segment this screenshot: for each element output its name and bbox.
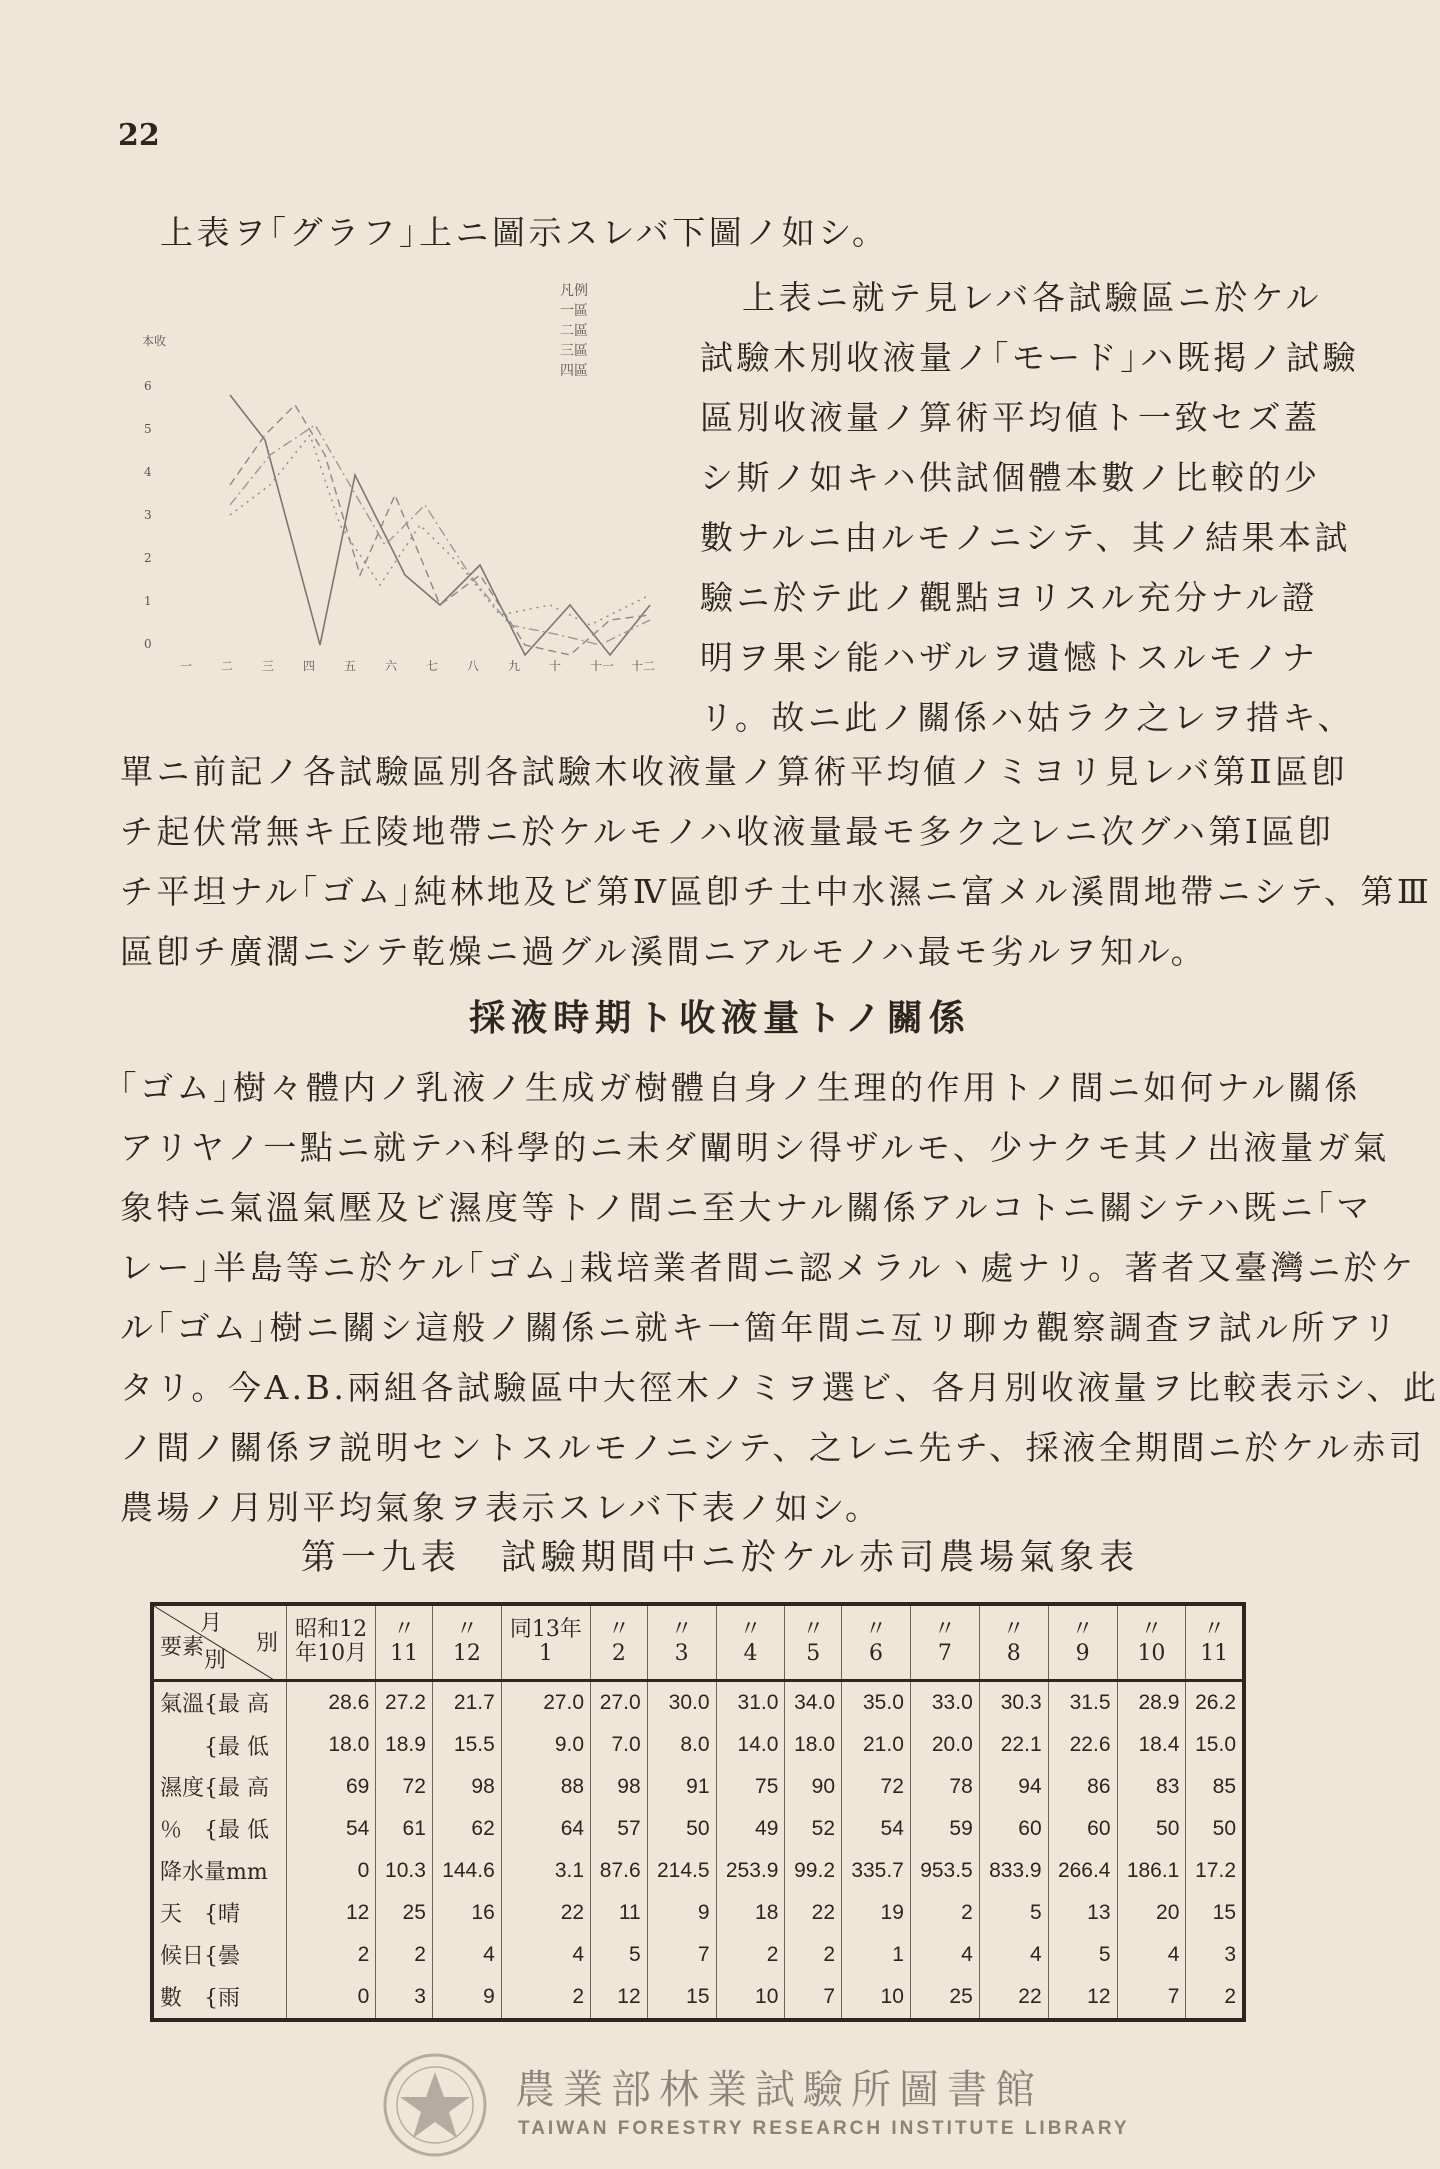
table-cell: 2 bbox=[1186, 1976, 1242, 2018]
table-cell: 10 bbox=[842, 1976, 911, 2018]
table-cell: 57 bbox=[591, 1808, 648, 1850]
table-cell: 50 bbox=[647, 1808, 716, 1850]
table-cell: 60 bbox=[1048, 1808, 1117, 1850]
table-cell: 83 bbox=[1117, 1766, 1186, 1808]
table-cell: 19 bbox=[842, 1892, 911, 1934]
table-cell: 90 bbox=[785, 1766, 842, 1808]
para2-line-8: 農場ノ月別平均氣象ヲ表示スレバ下表ノ如シ。 bbox=[120, 1488, 882, 1527]
table-cell: 31.5 bbox=[1048, 1680, 1117, 1724]
right-col-line-6: 驗ニ於テ此ノ觀點ヨリスル充分ナル證 bbox=[700, 578, 1319, 617]
table-cell: 2 bbox=[376, 1934, 433, 1976]
table-cell: 2 bbox=[910, 1892, 979, 1934]
table-cell: 4 bbox=[910, 1934, 979, 1976]
weather-table bbox=[150, 1602, 1246, 2022]
table-cell: 69 bbox=[287, 1766, 376, 1808]
month-header-bottom: 7 bbox=[937, 1641, 952, 1667]
month-header bbox=[501, 1606, 590, 1680]
table-cell: 91 bbox=[647, 1766, 716, 1808]
table-cell: 98 bbox=[432, 1766, 501, 1808]
month-header bbox=[910, 1606, 979, 1680]
table-cell: 8.0 bbox=[647, 1724, 716, 1766]
table-cell: 50 bbox=[1117, 1808, 1186, 1850]
table-cell: 3 bbox=[1186, 1934, 1242, 1976]
month-header bbox=[591, 1606, 648, 1680]
month-header-bottom: 9 bbox=[1075, 1641, 1090, 1667]
row-label: ％ {最 低 bbox=[160, 1818, 269, 1844]
month-header bbox=[979, 1606, 1048, 1680]
table-cell: 144.6 bbox=[432, 1850, 501, 1892]
table-cell: 15.5 bbox=[432, 1724, 501, 1766]
table-cell: 34.0 bbox=[785, 1680, 842, 1724]
table-cell: 27.0 bbox=[501, 1680, 590, 1724]
table-cell: 0 bbox=[287, 1976, 376, 2018]
library-name-en: TAIWAN FORESTRY RESEARCH INSTITUTE LIBRARY bbox=[518, 2118, 1130, 2139]
para1-line-4: 區卽チ廣濶ニシテ乾燥ニ過グル溪間ニアルモノハ最モ劣ルヲ知ル。 bbox=[120, 932, 1208, 971]
table-cell: 75 bbox=[716, 1766, 785, 1808]
corner-yoso: 要素 bbox=[160, 1635, 205, 1660]
table-cell: 9 bbox=[432, 1976, 501, 2018]
corner-month: 月 bbox=[200, 1611, 223, 1636]
table-cell: 59 bbox=[910, 1808, 979, 1850]
table-row bbox=[154, 1808, 1242, 1850]
graph-xtick: 十一 bbox=[590, 659, 615, 673]
row-label: 氣溫{最 高 bbox=[160, 1692, 269, 1718]
graph-xtick: 三 bbox=[262, 659, 275, 673]
right-col-line-8: リ。故ニ此ノ關係ハ姑ラク之レヲ措キ、 bbox=[700, 698, 1355, 737]
month-header-top: 〃 bbox=[393, 1617, 416, 1643]
legend-item-2: 二區 bbox=[560, 323, 588, 339]
table-cell: 27.0 bbox=[591, 1680, 648, 1724]
graph-xtick: 十二 bbox=[631, 659, 656, 673]
table-corner-cell bbox=[154, 1606, 287, 1680]
graph-legend bbox=[560, 280, 650, 380]
month-header bbox=[1048, 1606, 1117, 1680]
month-header-bottom: 12 bbox=[452, 1641, 481, 1667]
table-cell: 1 bbox=[842, 1934, 911, 1976]
table-cell: 18.0 bbox=[287, 1724, 376, 1766]
table-cell: 22.1 bbox=[979, 1724, 1048, 1766]
month-header bbox=[376, 1606, 433, 1680]
graph-xtick: 二 bbox=[221, 659, 234, 673]
table-row bbox=[154, 1766, 1242, 1808]
series-line-1 bbox=[230, 395, 650, 655]
table-cell: 9.0 bbox=[501, 1724, 590, 1766]
table-cell: 2 bbox=[785, 1934, 842, 1976]
table-cell: 0 bbox=[287, 1850, 376, 1892]
table-cell: 20.0 bbox=[910, 1724, 979, 1766]
table-cell: 833.9 bbox=[979, 1850, 1048, 1892]
table-cell: 7 bbox=[1117, 1976, 1186, 2018]
row-label: 降水量mm bbox=[160, 1860, 268, 1886]
table-cell: 20 bbox=[1117, 1892, 1186, 1934]
month-header-top: 〃 bbox=[1203, 1617, 1226, 1643]
month-header-top: 〃 bbox=[670, 1617, 693, 1643]
right-col-line-4: シ斯ノ如キハ供試個體本數ノ比較的少 bbox=[700, 458, 1321, 497]
table-cell: 214.5 bbox=[647, 1850, 716, 1892]
para1-line-1: 單ニ前記ノ各試驗區別各試驗木收液量ノ算術平均値ノミヨリ見レバ第Ⅱ區卽 bbox=[120, 752, 1349, 791]
intro-line: 上表ヲ｢グラフ｣上ニ圖示スレバ下圖ノ如シ。 bbox=[160, 213, 889, 252]
table-cell: 94 bbox=[979, 1766, 1048, 1808]
series-line-3 bbox=[230, 435, 650, 625]
table-cell: 22 bbox=[785, 1892, 842, 1934]
graph-xtick: 六 bbox=[385, 659, 398, 673]
right-col-line-7: 明ヲ果シ能ハザルヲ遺憾トスルモノナ bbox=[700, 638, 1319, 677]
month-header-bottom: 4 bbox=[743, 1641, 758, 1667]
month-header-top: 〃 bbox=[864, 1617, 887, 1643]
legend-title: 凡例 bbox=[560, 283, 588, 299]
table-body bbox=[154, 1680, 1242, 2018]
legend-item-3: 三區 bbox=[560, 343, 588, 359]
month-header-bottom: 11 bbox=[390, 1641, 419, 1667]
graph-ylabel: 本收 bbox=[142, 334, 167, 348]
table-cell: 22 bbox=[979, 1976, 1048, 2018]
table-cell: 21.0 bbox=[842, 1724, 911, 1766]
row-label: 濕度{最 高 bbox=[160, 1776, 269, 1802]
month-header-bottom: 3 bbox=[674, 1641, 689, 1667]
table-cell: 5 bbox=[1048, 1934, 1117, 1976]
table-cell: 18.0 bbox=[785, 1724, 842, 1766]
table-cell: 5 bbox=[979, 1892, 1048, 1934]
corner-betsu2: 別 bbox=[204, 1647, 227, 1673]
month-header-top: 〃 bbox=[802, 1617, 825, 1643]
month-header-bottom: 10 bbox=[1137, 1641, 1166, 1667]
table-cell: 78 bbox=[910, 1766, 979, 1808]
table-cell: 16 bbox=[432, 1892, 501, 1934]
series-line-4 bbox=[230, 425, 650, 645]
month-header-bottom: 5 bbox=[806, 1641, 821, 1667]
month-header-top: 〃 bbox=[1140, 1617, 1163, 1643]
table-cell: 253.9 bbox=[716, 1850, 785, 1892]
table-cell: 10.3 bbox=[376, 1850, 433, 1892]
page-number: 22 bbox=[118, 118, 160, 153]
table-cell: 60 bbox=[979, 1808, 1048, 1850]
legend-item-4: 四區 bbox=[560, 363, 588, 379]
table-cell: 5 bbox=[591, 1934, 648, 1976]
table-cell: 52 bbox=[785, 1808, 842, 1850]
table-cell: 21.7 bbox=[432, 1680, 501, 1724]
library-watermark bbox=[0, 2040, 1440, 2160]
table-cell: 18.4 bbox=[1117, 1724, 1186, 1766]
month-header-bottom: 年10月 bbox=[295, 1641, 368, 1667]
library-name-zh: 農業部林業試驗所圖書館 bbox=[515, 2067, 1043, 2113]
graph-ytick: 6 bbox=[144, 379, 152, 393]
graph-ytick: 4 bbox=[144, 465, 152, 479]
library-emblem-icon bbox=[380, 2050, 490, 2160]
table-cell: 72 bbox=[842, 1766, 911, 1808]
table-cell: 2 bbox=[501, 1976, 590, 2018]
graph-xtick: 七 bbox=[426, 659, 439, 673]
table-cell: 25 bbox=[910, 1976, 979, 2018]
graph-ytick: 3 bbox=[144, 508, 152, 522]
table-cell: 2 bbox=[716, 1934, 785, 1976]
table-cell: 15 bbox=[647, 1976, 716, 2018]
para2-line-7: ノ間ノ關係ヲ説明セントスルモノニシテ、之レニ先チ、採液全期間ニ於ケル赤司 bbox=[120, 1428, 1426, 1467]
right-col-line-1: 上表ニ就テ見レバ各試驗區ニ於ケル bbox=[742, 278, 1323, 317]
table-cell: 3.1 bbox=[501, 1850, 590, 1892]
section-heading: 採液時期ト收液量トノ關係 bbox=[469, 997, 971, 1039]
row-label: 天 {晴 bbox=[160, 1902, 240, 1928]
para2-line-4: レー｣半島等ニ於ケル｢ゴム｣栽培業者間ニ認メラルヽ處ナリ。著者又臺灣ニ於ケ bbox=[120, 1248, 1417, 1287]
table-cell: 7 bbox=[785, 1976, 842, 2018]
legend-item-1: 一區 bbox=[560, 303, 588, 319]
month-header bbox=[1186, 1606, 1242, 1680]
table-row bbox=[154, 1680, 1242, 1724]
table-cell: 13 bbox=[1048, 1892, 1117, 1934]
month-header-top: 昭和12 bbox=[295, 1617, 368, 1643]
month-header-bottom: 2 bbox=[611, 1641, 626, 1667]
table-caption: 第一九表 試驗期間中ニ於ケル赤司農場氣象表 bbox=[300, 1538, 1140, 1578]
series-line-2 bbox=[230, 405, 650, 655]
graph-xtick: 八 bbox=[467, 659, 480, 673]
table-cell: 54 bbox=[842, 1808, 911, 1850]
table-cell: 27.2 bbox=[376, 1680, 433, 1724]
month-header bbox=[716, 1606, 785, 1680]
right-col-line-2: 試驗木別收液量ノ｢モード｣ハ既掲ノ試驗 bbox=[700, 338, 1360, 377]
table-cell: 98 bbox=[591, 1766, 648, 1808]
month-header-top: 〃 bbox=[1002, 1617, 1025, 1643]
table-cell: 25 bbox=[376, 1892, 433, 1934]
month-header-top: 〃 bbox=[739, 1617, 762, 1643]
table-cell: 49 bbox=[716, 1808, 785, 1850]
graph-xticks bbox=[180, 658, 655, 673]
table-cell: 22.6 bbox=[1048, 1724, 1117, 1766]
month-header bbox=[1117, 1606, 1186, 1680]
table-cell: 26.2 bbox=[1186, 1680, 1242, 1724]
month-header-top: 〃 bbox=[607, 1617, 630, 1643]
corner-betsu: 別 bbox=[255, 1631, 278, 1656]
graph-xtick: 一 bbox=[180, 659, 193, 673]
table-cell: 9 bbox=[647, 1892, 716, 1934]
month-header-bottom: 11 bbox=[1200, 1641, 1229, 1667]
month-header-bottom: 6 bbox=[868, 1641, 883, 1667]
table-row bbox=[154, 1850, 1242, 1892]
para2-line-1: ｢ゴム｣樹々體内ノ乳液ノ生成ガ樹體自身ノ生理的作用トノ間ニ如何ナル關係 bbox=[120, 1068, 1361, 1107]
table-cell: 30.3 bbox=[979, 1680, 1048, 1724]
table-cell: 266.4 bbox=[1048, 1850, 1117, 1892]
table-cell: 22 bbox=[501, 1892, 590, 1934]
row-label: {最 低 bbox=[160, 1734, 269, 1760]
table-cell: 7 bbox=[647, 1934, 716, 1976]
table-cell: 61 bbox=[376, 1808, 433, 1850]
table-cell: 86 bbox=[1048, 1766, 1117, 1808]
table-cell: 31.0 bbox=[716, 1680, 785, 1724]
table-cell: 953.5 bbox=[910, 1850, 979, 1892]
table-cell: 50 bbox=[1186, 1808, 1242, 1850]
month-header-bottom: 1 bbox=[538, 1641, 553, 1667]
table-cell: 62 bbox=[432, 1808, 501, 1850]
table-cell: 335.7 bbox=[842, 1850, 911, 1892]
month-header-top: 同13年 bbox=[509, 1617, 582, 1643]
table-cell: 28.9 bbox=[1117, 1680, 1186, 1724]
para1-line-2: チ起伏常無キ丘陵地帶ニ於ケルモノハ收液量最モ多ク之レニ次グハ第Ⅰ區卽 bbox=[120, 812, 1335, 851]
graph-xtick: 九 bbox=[508, 659, 521, 673]
table-cell: 12 bbox=[1048, 1976, 1117, 2018]
table-cell: 18.9 bbox=[376, 1724, 433, 1766]
para2-line-2: アリヤノ一點ニ就テハ科學的ニ未ダ闡明シ得ザルモ、少ナクモ其ノ出液量ガ氣 bbox=[120, 1128, 1390, 1167]
graph-ytick: 0 bbox=[144, 637, 152, 651]
graph-ytick: 5 bbox=[144, 422, 152, 436]
table-cell: 18 bbox=[716, 1892, 785, 1934]
table-cell: 17.2 bbox=[1186, 1850, 1242, 1892]
table-cell: 15.0 bbox=[1186, 1724, 1242, 1766]
table-cell: 4 bbox=[501, 1934, 590, 1976]
table-cell: 72 bbox=[376, 1766, 433, 1808]
graph-ytick: 2 bbox=[144, 551, 152, 565]
right-col-line-3: 區別收液量ノ算術平均値ト一致セズ蓋 bbox=[700, 398, 1321, 437]
month-header-top: 〃 bbox=[933, 1617, 956, 1643]
month-header-top: 〃 bbox=[1071, 1617, 1094, 1643]
table-row bbox=[154, 1976, 1242, 2018]
table-row bbox=[154, 1934, 1242, 1976]
para1-line-3: チ平坦ナル｢ゴム｣純林地及ビ第Ⅳ區卽チ土中水濕ニ富メル溪間地帶ニシテ、第Ⅲ bbox=[120, 872, 1433, 911]
table-cell: 30.0 bbox=[647, 1680, 716, 1724]
table-cell: 186.1 bbox=[1117, 1850, 1186, 1892]
table-cell: 12 bbox=[287, 1892, 376, 1934]
table-row bbox=[154, 1724, 1242, 1766]
table-cell: 2 bbox=[287, 1934, 376, 1976]
month-header bbox=[842, 1606, 911, 1680]
table-cell: 15 bbox=[1186, 1892, 1242, 1934]
table-cell: 88 bbox=[501, 1766, 590, 1808]
table-cell: 12 bbox=[591, 1976, 648, 2018]
month-header bbox=[287, 1606, 376, 1680]
graph-xtick: 十 bbox=[549, 659, 562, 673]
table-cell: 4 bbox=[979, 1934, 1048, 1976]
month-header bbox=[432, 1606, 501, 1680]
right-col-line-5: 數ナルニ由ルモノニシテ、其ノ結果本試 bbox=[700, 518, 1352, 557]
table-cell: 28.6 bbox=[287, 1680, 376, 1724]
table-cell: 3 bbox=[376, 1976, 433, 2018]
month-header bbox=[647, 1606, 716, 1680]
table-header-row bbox=[154, 1606, 1242, 1680]
para2-line-6: タリ。今A.B.兩組各試驗區中大徑木ノミヲ選ビ、各月別收液量ヲ比較表示シ、此 bbox=[120, 1368, 1440, 1407]
row-label: 數 {雨 bbox=[160, 1986, 240, 2012]
row-label: 候日{曇 bbox=[160, 1944, 240, 1970]
table-cell: 33.0 bbox=[910, 1680, 979, 1724]
table-cell: 14.0 bbox=[716, 1724, 785, 1766]
table-cell: 4 bbox=[1117, 1934, 1186, 1976]
para2-line-3: 象特ニ氣溫氣壓及ビ濕度等トノ間ニ至大ナル關係アルコトニ關シテハ既ニ｢マ bbox=[120, 1188, 1373, 1227]
table-cell: 7.0 bbox=[591, 1724, 648, 1766]
table-cell: 11 bbox=[591, 1892, 648, 1934]
table-cell: 35.0 bbox=[842, 1680, 911, 1724]
para2-line-5: ル｢ゴム｣樹ニ關シ這般ノ關係ニ就キ一箇年間ニ亙リ聊カ觀察調査ヲ試ル所アリ bbox=[120, 1308, 1400, 1347]
month-header-top: 〃 bbox=[455, 1617, 478, 1643]
table-cell: 85 bbox=[1186, 1766, 1242, 1808]
table-cell: 64 bbox=[501, 1808, 590, 1850]
month-header-bottom: 8 bbox=[1006, 1641, 1021, 1667]
graph-xtick: 五 bbox=[344, 659, 357, 673]
graph-ytick: 1 bbox=[144, 594, 152, 608]
table-cell: 87.6 bbox=[591, 1850, 648, 1892]
graph-xtick: 四 bbox=[303, 659, 316, 673]
table-cell: 10 bbox=[716, 1976, 785, 2018]
table-cell: 54 bbox=[287, 1808, 376, 1850]
graph-yticks bbox=[144, 379, 152, 651]
table-row bbox=[154, 1892, 1242, 1934]
table-cell: 99.2 bbox=[785, 1850, 842, 1892]
month-header bbox=[785, 1606, 842, 1680]
table-cell: 4 bbox=[432, 1934, 501, 1976]
